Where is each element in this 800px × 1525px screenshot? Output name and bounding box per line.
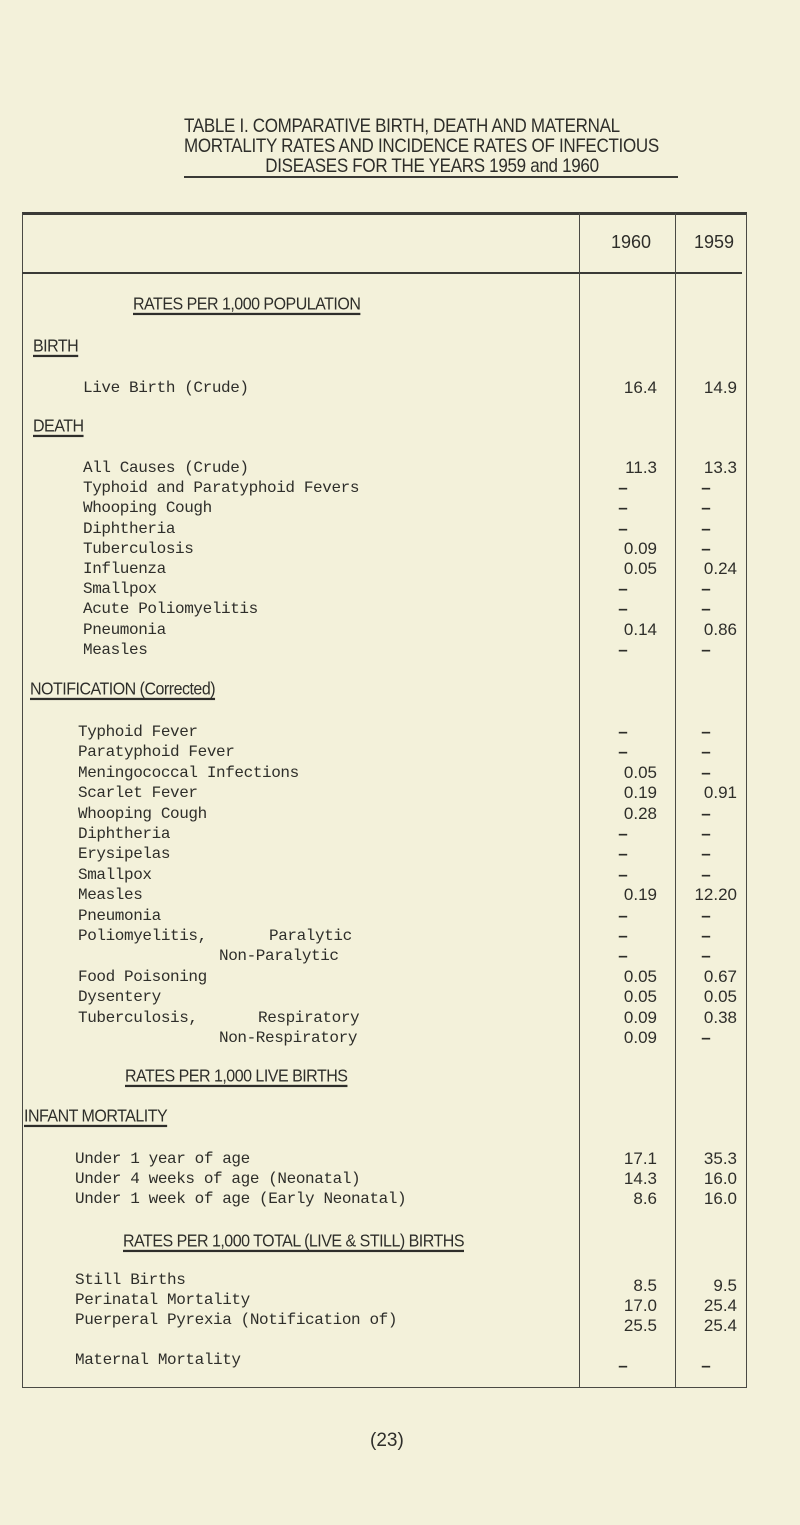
value-1960: – [618, 639, 628, 659]
row-label: Puerperal Pyrexia (Notification of) [75, 1311, 398, 1329]
table-row [0, 1189, 800, 1209]
category-heading: BIRTH [33, 336, 79, 356]
value-1959: 0.05 [703, 987, 737, 1007]
value-1960: 0.09 [623, 1028, 657, 1047]
row-label: Meningococcal Infections [78, 763, 299, 782]
table-row [0, 1149, 800, 1169]
table-row [0, 844, 800, 864]
row-label: Under 1 year of age [75, 1150, 250, 1168]
value-1960: – [618, 864, 628, 884]
value-1959: – [701, 762, 711, 782]
section-heading-row [0, 337, 800, 357]
value-1959: – [701, 538, 711, 558]
value-1960: – [618, 518, 628, 538]
value-1959: 14.9 [703, 378, 737, 397]
value-1960: 0.19 [623, 783, 657, 803]
table-row [0, 1350, 800, 1375]
value-1960: – [618, 1356, 628, 1375]
value-1959: – [701, 844, 711, 864]
section-heading-row [0, 417, 800, 437]
value-1960: – [618, 599, 628, 619]
table-row [0, 498, 800, 518]
row-label: Influenza [83, 560, 166, 578]
value-1959: 12.20 [694, 885, 737, 905]
row-label: Still Births [75, 1271, 186, 1289]
value-1960: 16.4 [623, 378, 657, 397]
value-1960: 17.1 [623, 1149, 657, 1168]
value-1960: 14.3 [623, 1169, 657, 1188]
value-1960: – [618, 498, 628, 518]
row-label: Measles [78, 886, 143, 905]
value-1959: 16.0 [703, 1169, 737, 1188]
column-header-1960: 1960 [610, 232, 652, 252]
value-1959: 0.38 [703, 1007, 737, 1027]
table-row [0, 640, 800, 660]
value-1959: – [701, 639, 711, 659]
section-heading-row [0, 1107, 800, 1127]
value-1959: – [701, 579, 711, 599]
value-1959: 0.91 [703, 783, 737, 803]
value-1959: 25.4 [703, 1316, 737, 1335]
column-header-1959: 1959 [693, 232, 735, 252]
value-1960: 0.09 [623, 1007, 657, 1027]
value-1960: 0.09 [623, 538, 657, 558]
value-1959: 13.3 [703, 458, 737, 477]
value-1959: – [701, 478, 711, 498]
value-1960: 0.05 [623, 762, 657, 782]
table-row [0, 458, 800, 478]
section-heading: RATES PER 1,000 POPULATION [133, 294, 361, 314]
value-1959: – [701, 599, 711, 619]
row-label: Tuberculosis [83, 539, 194, 558]
value-1959: – [701, 803, 711, 823]
table-row [0, 579, 800, 599]
table-row [0, 1290, 800, 1315]
value-1959: – [701, 518, 711, 538]
value-1960: – [618, 946, 628, 966]
row-label: All Causes (Crude) [83, 459, 249, 477]
row-label: Paratyphoid Fever [78, 743, 235, 762]
value-1959: 0.67 [703, 966, 737, 986]
category-heading: INFANT MORTALITY [24, 1106, 168, 1126]
value-1960: 0.14 [623, 619, 657, 639]
section-heading-row [0, 1232, 800, 1252]
value-1959: – [701, 498, 711, 518]
value-1959: – [701, 1356, 711, 1375]
page-number: (23) [370, 1430, 404, 1451]
row-label: Diphtheria [83, 519, 176, 538]
row-label: Maternal Mortality [75, 1351, 241, 1369]
table-row [0, 885, 800, 905]
table-row [0, 1270, 800, 1295]
table-row [0, 599, 800, 619]
value-1960: 0.28 [623, 803, 657, 823]
row-label: Acute Poliomyelitis [83, 600, 258, 619]
value-1959: – [701, 946, 711, 966]
row-label: Smallpox [83, 580, 157, 599]
table-row [0, 926, 800, 946]
value-1960: – [618, 844, 628, 864]
row-label: Under 1 week of age (Early Neonatal) [75, 1190, 407, 1208]
table-row [0, 722, 800, 742]
value-1959: 9.5 [713, 1276, 737, 1295]
table-row [0, 987, 800, 1007]
category-heading: NOTIFICATION (Corrected) [30, 679, 216, 699]
table-row [0, 1169, 800, 1189]
value-1959: 0.86 [703, 619, 737, 639]
title-underline [184, 176, 678, 178]
value-1960: 0.05 [623, 987, 657, 1007]
row-label: Erysipelas [78, 845, 171, 864]
value-1960: 11.3 [625, 458, 657, 477]
value-1960: 17.0 [623, 1296, 657, 1315]
table-title-line-3: DISEASES FOR THE YEARS 1959 and 1960 [265, 154, 599, 177]
row-label: Under 4 weeks of age (Neonatal) [75, 1170, 361, 1188]
row-label: Diphtheria [78, 825, 171, 843]
section-heading: RATES PER 1,000 TOTAL (LIVE & STILL) BIRTHS [123, 1231, 464, 1251]
table-row [0, 967, 800, 987]
row-label: Perinatal Mortality [75, 1291, 250, 1309]
value-1959: – [701, 1028, 711, 1047]
value-1960: – [618, 478, 628, 498]
table-row [0, 478, 800, 498]
table-row [0, 763, 800, 783]
section-heading-row [0, 1067, 800, 1087]
row-sublabel: Paralytic [269, 927, 352, 945]
table-row [0, 559, 800, 579]
value-1959: – [701, 742, 711, 762]
table-row [0, 824, 800, 844]
value-1960: – [618, 742, 628, 762]
row-label: Measles [83, 640, 148, 659]
row-label: Whooping Cough [83, 499, 212, 518]
value-1960: – [618, 926, 628, 945]
row-label: Pneumonia [83, 620, 166, 639]
table-row [0, 906, 800, 926]
header-divider [22, 272, 742, 274]
value-1959: – [701, 824, 711, 843]
section-heading: RATES PER 1,000 LIVE BIRTHS [125, 1066, 348, 1086]
row-label: Scarlet Fever [78, 784, 198, 803]
row-label: Typhoid Fever [78, 723, 198, 741]
table-row [0, 1028, 800, 1048]
table-row [0, 865, 800, 885]
row-label: Tuberculosis, [78, 1008, 198, 1027]
value-1960: – [618, 579, 628, 599]
row-sublabel: Non-Paralytic [219, 947, 339, 966]
table-title-line-1: TABLE I. COMPARATIVE BIRTH, DEATH AND MATERNAL [184, 114, 620, 137]
row-label: Food Poisoning [78, 967, 207, 986]
value-1959: 35.3 [703, 1149, 737, 1168]
row-label: Pneumonia [78, 906, 161, 925]
row-sublabel: Non-Respiratory [219, 1029, 358, 1047]
value-1960: 8.6 [633, 1189, 657, 1208]
value-1960: 0.05 [623, 966, 657, 986]
value-1959: 16.0 [703, 1189, 737, 1208]
table-row [0, 1310, 800, 1335]
table-row [0, 378, 800, 398]
value-1959: – [701, 864, 711, 884]
row-label: Typhoid and Paratyphoid Fevers [83, 479, 360, 498]
value-1959: – [701, 722, 711, 741]
value-1959: 25.4 [703, 1296, 737, 1315]
table-title-line-2: MORTALITY RATES AND INCIDENCE RATES OF INFECTIOUS [184, 134, 659, 157]
value-1959: – [701, 905, 711, 925]
row-label: Whooping Cough [78, 804, 207, 823]
row-label: Dysentery [78, 988, 161, 1007]
table-row [0, 946, 800, 966]
row-label: Poliomyelitis, [78, 927, 207, 945]
row-label: Live Birth (Crude) [83, 379, 249, 397]
table-row [0, 742, 800, 762]
table-row [0, 1008, 800, 1028]
value-1959: – [701, 926, 711, 945]
value-1960: 25.5 [623, 1316, 657, 1335]
table-row [0, 783, 800, 803]
table-row [0, 620, 800, 640]
value-1960: – [618, 824, 628, 843]
value-1960: 0.05 [623, 559, 657, 578]
row-label: Smallpox [78, 865, 152, 884]
value-1960: 8.5 [633, 1276, 657, 1295]
table-row [0, 519, 800, 539]
row-sublabel: Respiratory [258, 1008, 360, 1027]
category-heading: DEATH [33, 416, 84, 436]
section-heading-row [0, 295, 800, 315]
section-heading-row [0, 680, 800, 700]
value-1960: – [618, 722, 628, 741]
value-1960: 0.19 [623, 885, 657, 905]
value-1960: – [618, 905, 628, 925]
table-row [0, 539, 800, 559]
value-1959: 0.24 [703, 559, 737, 578]
table-row [0, 804, 800, 824]
